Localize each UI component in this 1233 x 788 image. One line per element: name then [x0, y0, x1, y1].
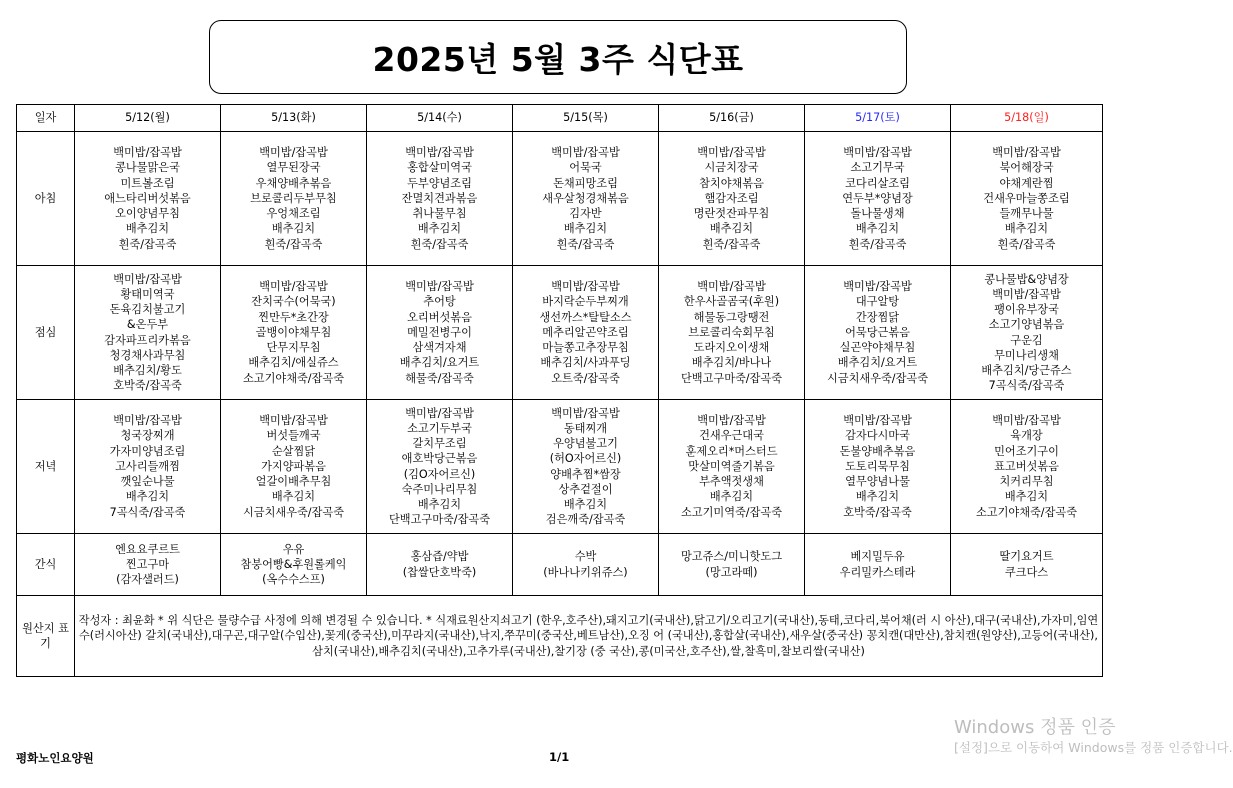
menu-item: 백미밥/잡곡밥: [843, 280, 912, 294]
menu-item: 북어해장국: [999, 161, 1054, 175]
menu-item: 호박죽/잡곡죽: [843, 505, 912, 519]
menu-item: 백미밥/잡곡밥: [551, 146, 620, 160]
day-header: 5/13(화): [221, 105, 367, 132]
menu-item: 백미밥/잡곡밥: [113, 272, 182, 286]
menu-item: 호박죽/잡곡죽: [113, 379, 182, 393]
menu-item: 단무지무침: [266, 341, 321, 355]
menu-item: 배추김치: [125, 222, 170, 236]
menu-item: 콩나물맑은국: [115, 161, 180, 175]
menu-item: 시금치새우죽/잡곡죽: [826, 371, 929, 385]
menu-item: 표고버섯볶음: [994, 459, 1059, 473]
menu-cell: [951, 534, 1103, 596]
menu-item: 오이양념무침: [115, 207, 180, 221]
menu-item: 7곡식죽/잡곡죽: [988, 379, 1065, 393]
menu-item: &온두부: [126, 318, 169, 332]
menu-item: 백미밥/잡곡밥: [551, 406, 620, 420]
menu-cell: [75, 400, 221, 534]
menu-item: 얼갈이배추무침: [255, 475, 332, 489]
menu-item: 참붕어빵&후원롤케익: [240, 557, 347, 571]
menu-item: 훈제오리*머스터드: [685, 444, 778, 458]
menu-item: 갈치무조림: [412, 437, 467, 451]
menu-item: 콩나물밥&양념장: [984, 272, 1069, 286]
menu-item: 코다리살조림: [845, 176, 910, 190]
menu-cell: [221, 534, 367, 596]
menu-item: 야채계란찜: [999, 176, 1054, 190]
menu-item: 백미밥/잡곡밥: [843, 146, 912, 160]
menu-item: 우리밀카스테라: [839, 565, 916, 579]
menu-item: 배추김치/애실쥬스: [248, 356, 339, 370]
menu-item: 청국장찌개: [120, 429, 175, 443]
page-title: 2025년 5월 3주 식단표: [209, 20, 907, 94]
menu-item: 민어조기구이: [994, 444, 1059, 458]
menu-item: 홍합살미역국: [407, 161, 472, 175]
menu-item: 메추리알곤약조림: [542, 325, 629, 339]
menu-item: 명란젓잔파무침: [693, 207, 770, 221]
menu-cell: [951, 400, 1103, 534]
menu-item: 돈육김치불고기: [109, 303, 186, 317]
meal-row-breakfast: [17, 132, 1103, 266]
menu-item: 실곤약야채무침: [839, 341, 916, 355]
menu-item: 오트죽/잡곡죽: [551, 371, 620, 385]
menu-cell: [659, 400, 805, 534]
menu-item: 맛살미역줄기볶음: [688, 459, 775, 473]
menu-item: 들깨무나물: [999, 207, 1054, 221]
menu-cell: [75, 266, 221, 400]
menu-item: 오리버섯볶음: [407, 310, 472, 324]
menu-item: 배추김치/당근쥬스: [981, 363, 1072, 377]
menu-item: (옥수수스프): [262, 573, 325, 587]
menu-item: 배추김치/바나나: [691, 356, 772, 370]
menu-item: 메밀전병구이: [407, 325, 472, 339]
menu-item: 백미밥/잡곡밥: [697, 414, 766, 428]
menu-item: (김O자어르신): [403, 467, 476, 481]
menu-item: 생선까스*탈탈소스: [539, 310, 632, 324]
menu-item: 치커리무침: [999, 475, 1054, 489]
menu-cell: [367, 266, 513, 400]
menu-item: 검은깨죽/잡곡죽: [545, 513, 626, 527]
meal-label-dinner: 저녁: [17, 400, 75, 534]
menu-item: 간장찜닭: [855, 310, 900, 324]
menu-item: 딸기요거트: [999, 550, 1054, 564]
menu-item: 연두부*양념장: [842, 191, 913, 205]
date-header-label: 일자: [17, 105, 75, 132]
menu-item: 배추김치: [271, 222, 316, 236]
menu-item: 가지양파볶음: [261, 459, 326, 473]
day-header: 5/18(일): [951, 105, 1103, 132]
day-header: 5/12(월): [75, 105, 221, 132]
menu-item: 햄감자조림: [704, 191, 759, 205]
menu-item: 김자반: [569, 207, 602, 221]
menu-item: 배추김치: [709, 222, 754, 236]
menu-item: 열무된장국: [266, 161, 321, 175]
menu-cell: [513, 266, 659, 400]
menu-item: 백미밥/잡곡밥: [113, 146, 182, 160]
menu-item: 참치야채볶음: [699, 176, 764, 190]
menu-item: 해물동그랑땡전: [693, 310, 770, 324]
menu-item: 애호박당근볶음: [401, 452, 478, 466]
menu-cell: [659, 132, 805, 266]
menu-item: 청경채사과무침: [109, 348, 186, 362]
menu-item: 배추김치: [563, 222, 608, 236]
facility-name: 평화노인요양원: [16, 751, 94, 765]
menu-item: 육개장: [1010, 429, 1043, 443]
menu-item: 소고기야채죽/잡곡죽: [975, 505, 1078, 519]
page-number: 1/1: [549, 750, 570, 764]
meal-label-lunch: 점심: [17, 266, 75, 400]
menu-item: 배추김치: [271, 490, 316, 504]
menu-item: 백미밥/잡곡밥: [697, 146, 766, 160]
menu-cell: [805, 132, 951, 266]
menu-cell: [513, 400, 659, 534]
menu-cell: [221, 132, 367, 266]
menu-item: 건새우마늘쫑조림: [983, 191, 1070, 205]
menu-cell: [951, 266, 1103, 400]
day-header: 5/17(토): [805, 105, 951, 132]
menu-item: 숙주미나리무침: [401, 482, 478, 496]
menu-cell: [513, 534, 659, 596]
origin-label: 원산지 표기: [17, 596, 75, 677]
menu-cell: [221, 400, 367, 534]
menu-item: 백미밥/잡곡밥: [551, 280, 620, 294]
menu-item: 구운김: [1010, 333, 1043, 347]
menu-item: 골뱅이야채무침: [255, 325, 332, 339]
menu-item: 돈채피망조림: [553, 176, 618, 190]
menu-item: 한우사골곰국(후원): [683, 295, 780, 309]
menu-item: 미트볼조림: [120, 176, 175, 190]
menu-item: 수박: [574, 550, 597, 564]
menu-item: 소고기미역죽/잡곡죽: [680, 505, 783, 519]
menu-item: 팽이유부장국: [994, 303, 1059, 317]
menu-item: 엔요요쿠르트: [115, 542, 180, 556]
menu-item: 백미밥/잡곡밥: [992, 414, 1061, 428]
menu-item: 베지밀두유: [850, 550, 905, 564]
menu-item: 흰죽/잡곡죽: [118, 237, 177, 251]
menu-item: 배추김치: [855, 490, 900, 504]
menu-item: (감자샐러드): [116, 573, 179, 587]
menu-cell: [367, 400, 513, 534]
menu-item: 잔치국수(어묵국): [251, 295, 336, 309]
menu-cell: [805, 534, 951, 596]
menu-item: 추어탕: [423, 295, 456, 309]
menu-item: 버섯들깨국: [266, 429, 321, 443]
activation-watermark-subtitle: [설정]으로 이동하여 Windows를 정품 인증합니다.: [954, 740, 1233, 755]
day-header: 5/16(금): [659, 105, 805, 132]
menu-item: 백미밥/잡곡밥: [697, 280, 766, 294]
menu-cell: [659, 266, 805, 400]
menu-item: 단백고구마죽/잡곡죽: [388, 513, 491, 527]
menu-item: 브로콜리두부무침: [250, 191, 337, 205]
meal-row-dinner: [17, 400, 1103, 534]
menu-item: 단백고구마죽/잡곡죽: [680, 371, 783, 385]
menu-item: 취나물무침: [412, 207, 467, 221]
menu-item: 배추김치/요거트: [399, 356, 480, 370]
meal-row-lunch: [17, 266, 1103, 400]
menu-item: 망고쥬스/미니핫도그: [680, 550, 783, 564]
menu-item: 백미밥/잡곡밥: [992, 146, 1061, 160]
menu-cell: [367, 534, 513, 596]
menu-item: (허O자어르신): [549, 452, 622, 466]
menu-cell: [513, 132, 659, 266]
menu-item: 시금치새우죽/잡곡죽: [242, 505, 345, 519]
menu-item: 바지락순두부찌개: [542, 295, 629, 309]
meal-plan-table: [16, 104, 1103, 677]
menu-cell: [805, 266, 951, 400]
menu-item: 소고기양념볶음: [988, 318, 1065, 332]
menu-item: 배추김치: [855, 222, 900, 236]
menu-item: 두부양념조림: [407, 176, 472, 190]
menu-item: 열무양념나물: [845, 475, 910, 489]
menu-item: 배추김치: [417, 222, 462, 236]
menu-cell: [805, 400, 951, 534]
menu-item: 흰죽/잡곡죽: [264, 237, 323, 251]
menu-item: 돈불양배추볶음: [839, 444, 916, 458]
menu-item: 어묵당근볶음: [845, 325, 910, 339]
menu-item: 고사리들깨찜: [115, 459, 180, 473]
menu-cell: [367, 132, 513, 266]
meal-row-snack: [17, 534, 1103, 596]
menu-item: 백미밥/잡곡밥: [405, 280, 474, 294]
menu-item: 백미밥/잡곡밥: [259, 414, 328, 428]
menu-item: 순살찜닭: [271, 444, 316, 458]
menu-item: (찹쌀단호박죽): [402, 565, 477, 579]
meal-label-snack: 간식: [17, 534, 75, 596]
menu-item: 백미밥/잡곡밥: [259, 146, 328, 160]
menu-item: 배추김치: [1004, 490, 1049, 504]
menu-item: 백미밥/잡곡밥: [113, 414, 182, 428]
menu-item: (바나나키위쥬스): [543, 565, 628, 579]
menu-item: 건새우근대국: [699, 429, 764, 443]
menu-item: 가자미양념조림: [109, 444, 186, 458]
header-row: [17, 105, 1103, 132]
menu-item: 시금치장국: [704, 161, 759, 175]
menu-item: 우유: [282, 542, 305, 556]
menu-cell: [659, 534, 805, 596]
menu-item: 홍삼즙/약밥: [410, 550, 469, 564]
menu-item: 찐고구마: [125, 557, 170, 571]
menu-item: 우양념불고기: [553, 437, 618, 451]
day-header: 5/14(수): [367, 105, 513, 132]
menu-item: 무미나리생채: [994, 348, 1059, 362]
menu-item: 7곡식죽/잡곡죽: [109, 505, 186, 519]
menu-item: 흰죽/잡곡죽: [848, 237, 907, 251]
menu-item: 흰죽/잡곡죽: [702, 237, 761, 251]
meal-label-breakfast: 아침: [17, 132, 75, 266]
menu-item: 배추김치: [563, 497, 608, 511]
menu-item: 배추김치: [417, 497, 462, 511]
menu-item: 배추김치/요거트: [837, 356, 918, 370]
menu-item: 소고기두부국: [407, 421, 472, 435]
menu-item: 배추김치: [1004, 222, 1049, 236]
menu-item: 황태미역국: [120, 287, 175, 301]
menu-item: 백미밥/잡곡밥: [405, 146, 474, 160]
menu-item: 부추액젓생채: [699, 475, 764, 489]
menu-item: 감자파프리카볶음: [104, 333, 191, 347]
menu-item: 흰죽/잡곡죽: [410, 237, 469, 251]
menu-item: 양배추찜*쌈장: [550, 467, 621, 481]
menu-item: 돌나물생채: [850, 207, 905, 221]
menu-cell: [221, 266, 367, 400]
menu-item: 동태찌개: [563, 421, 608, 435]
menu-item: 찐만두*초간장: [258, 310, 329, 324]
menu-item: 흰죽/잡곡죽: [556, 237, 615, 251]
menu-item: 배추김치: [709, 490, 754, 504]
menu-item: 삼색겨자채: [412, 341, 467, 355]
menu-item: 대구알탕: [855, 295, 900, 309]
menu-item: 감자다시마국: [845, 429, 910, 443]
menu-item: 쿠크다스: [1004, 565, 1049, 579]
menu-item: 소고기무국: [850, 161, 905, 175]
menu-item: 흰죽/잡곡죽: [997, 237, 1056, 251]
menu-cell: [951, 132, 1103, 266]
menu-item: 도토리묵무침: [845, 459, 910, 473]
menu-item: 도라지오이생채: [693, 341, 770, 355]
menu-item: 배추김치/황도: [113, 363, 182, 377]
menu-item: 상추겉절이: [558, 482, 613, 496]
menu-item: 브로콜리숙회무침: [688, 325, 775, 339]
menu-item: 새우살청경채볶음: [542, 191, 629, 205]
menu-item: 마늘쫑고추장무침: [542, 341, 629, 355]
menu-item: 우엉채조림: [266, 207, 321, 221]
menu-cell: [75, 132, 221, 266]
menu-item: 백미밥/잡곡밥: [405, 406, 474, 420]
activation-watermark-title: Windows 정품 인증: [954, 717, 1116, 738]
menu-item: 배추김치/사과푸딩: [540, 356, 631, 370]
menu-item: 잔멸치견과볶음: [401, 191, 478, 205]
menu-item: 깻잎순나물: [120, 475, 175, 489]
menu-item: 해물죽/잡곡죽: [405, 371, 474, 385]
menu-cell: [75, 534, 221, 596]
day-header: 5/15(목): [513, 105, 659, 132]
menu-item: 어묵국: [569, 161, 602, 175]
menu-item: 우채양배추볶음: [255, 176, 332, 190]
origin-row: [17, 596, 1103, 677]
origin-text: 작성자 : 최윤화 * 위 식단은 물량수급 사정에 의해 변경될 수 있습니다. * 식재료원산지쇠고기 (한우,호주산),돼지고기(국내산),닭고기/오리고기(국내산),동태,코다리,북어채(러 시 아산),대구(국내산),가자미,임연수(러시아산) 갈치(국내산),대구곤,대구알(수입산),꽃게(중국산),미꾸라지(국내산),낙지,쭈꾸미(중국산,베트남산),오징 어 (국내산),홍합살(국내산),새우살(중국산) 꽁치캔(대만산),참치캔(원양산),고등어(국내산),삼치(국내산),배추김치(국내산),고추가루(국내산),찰기장 (중 국산),콩(미국산,호주산),쌀,찰흑미,찰보리쌀(국내산): [75, 596, 1103, 677]
menu-item: 소고기야채죽/잡곡죽: [242, 371, 345, 385]
menu-item: 애느타리버섯볶음: [104, 191, 191, 205]
menu-item: (망고라떼): [705, 565, 758, 579]
menu-item: 백미밥/잡곡밥: [843, 414, 912, 428]
menu-item: 배추김치: [125, 490, 170, 504]
menu-item: 백미밥/잡곡밥: [259, 280, 328, 294]
menu-item: 백미밥/잡곡밥: [992, 287, 1061, 301]
